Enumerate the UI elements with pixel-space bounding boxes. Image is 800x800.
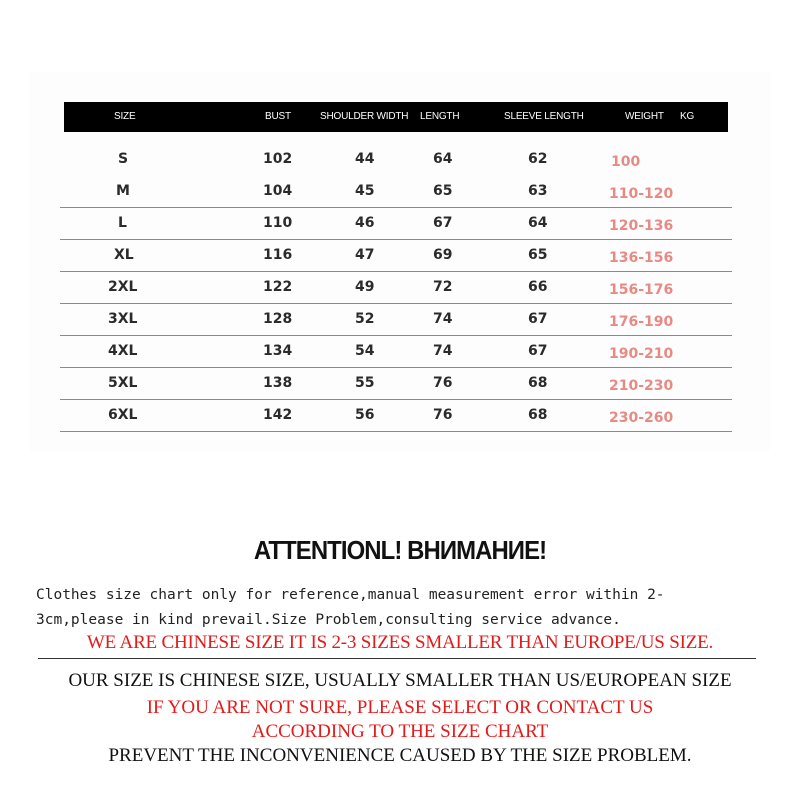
cell-size: 3XL: [108, 311, 138, 327]
cell-shoulder: 46: [355, 215, 375, 231]
reference-note-line: Clothes size chart only for reference,manual measurement error within 2-: [36, 587, 665, 603]
cell-shoulder: 54: [355, 343, 375, 359]
cell-shoulder: 56: [355, 407, 375, 423]
cell-bust: 110: [263, 215, 293, 231]
table-row: [60, 176, 732, 208]
header-length: LENGTH: [420, 111, 460, 122]
cell-sleeve: 63: [528, 183, 548, 199]
cell-weight: 156-176: [609, 282, 674, 298]
table-row: [60, 144, 732, 176]
cell-length: 74: [433, 343, 453, 359]
table-row: [60, 208, 732, 240]
header-sleeve-length: SLEEVE LENGTH: [504, 111, 584, 122]
table-row: [60, 240, 732, 272]
table-row: [60, 336, 732, 368]
cell-weight: 190-210: [609, 346, 674, 362]
cell-length: 64: [433, 151, 453, 167]
cell-length: 67: [433, 215, 453, 231]
attention-heading: ATTENTIONL! ВНИМАНИЕ!: [253, 535, 547, 565]
not-sure-note: IF YOU ARE NOT SURE, PLEASE SELECT OR CONTACT US: [146, 697, 654, 718]
cell-size: 5XL: [108, 375, 138, 391]
prevent-note: PREVENT THE INCONVENIENCE CAUSED BY THE SIZE PROBLEM.: [108, 745, 692, 766]
header-shoulder-width: SHOULDER WIDTH: [320, 111, 409, 122]
according-note: ACCORDING TO THE SIZE CHART: [251, 721, 549, 742]
header-kg: KG: [680, 111, 695, 122]
cell-length: 76: [433, 407, 453, 423]
cell-size: L: [118, 215, 127, 231]
cell-sleeve: 67: [528, 311, 548, 327]
chinese-size-warning: WE ARE CHINESE SIZE IT IS 2-3 SIZES SMALLER THAN EUROPE/US SIZE.: [86, 632, 714, 653]
cell-bust: 134: [263, 343, 293, 359]
table-row: [60, 304, 732, 336]
reference-note: [36, 583, 776, 633]
cell-bust: 142: [263, 407, 293, 423]
cell-sleeve: 65: [528, 247, 548, 263]
header-bust: BUST: [265, 111, 291, 122]
cell-weight: 176-190: [609, 314, 674, 330]
cell-size: XL: [114, 247, 134, 263]
cell-shoulder: 44: [355, 151, 375, 167]
cell-weight: 100: [611, 154, 641, 170]
cell-sleeve: 62: [528, 151, 548, 167]
cell-sleeve: 66: [528, 279, 548, 295]
cell-bust: 128: [263, 311, 293, 327]
cell-weight: 110-120: [609, 186, 674, 202]
cell-sleeve: 68: [528, 407, 548, 423]
cell-shoulder: 55: [355, 375, 375, 391]
cell-bust: 102: [263, 151, 293, 167]
cell-shoulder: 52: [355, 311, 375, 327]
cell-weight: 230-260: [609, 410, 674, 426]
cell-bust: 116: [263, 247, 293, 263]
divider-line: [38, 658, 756, 659]
cell-length: 76: [433, 375, 453, 391]
cell-bust: 104: [263, 183, 293, 199]
cell-shoulder: 49: [355, 279, 375, 295]
cell-bust: 138: [263, 375, 293, 391]
cell-size: S: [118, 151, 129, 167]
row-divider: [60, 431, 732, 432]
cell-weight: 136-156: [609, 250, 674, 266]
cell-sleeve: 64: [528, 215, 548, 231]
table-row: [60, 272, 732, 304]
our-size-note: OUR SIZE IS CHINESE SIZE, USUALLY SMALLER THAN US/EUROPEAN SIZE: [68, 670, 732, 691]
cell-length: 69: [433, 247, 453, 263]
cell-length: 65: [433, 183, 453, 199]
cell-size: M: [116, 183, 130, 199]
cell-size: 4XL: [108, 343, 138, 359]
cell-length: 72: [433, 279, 453, 295]
cell-shoulder: 45: [355, 183, 375, 199]
cell-size: 6XL: [108, 407, 138, 423]
cell-sleeve: 67: [528, 343, 548, 359]
cell-bust: 122: [263, 279, 293, 295]
cell-sleeve: 68: [528, 375, 548, 391]
cell-length: 74: [433, 311, 453, 327]
cell-weight: 120-136: [609, 218, 674, 234]
header-size: SIZE: [114, 111, 136, 122]
table-row: [60, 400, 732, 432]
cell-size: 2XL: [108, 279, 138, 295]
cell-shoulder: 47: [355, 247, 375, 263]
table-row: [60, 368, 732, 400]
reference-note-line: 3cm,please in kind prevail.Size Problem,consulting service advance.: [36, 612, 621, 628]
header-weight: WEIGHT: [625, 111, 664, 122]
size-chart-header: [64, 102, 728, 132]
cell-weight: 210-230: [609, 378, 674, 394]
